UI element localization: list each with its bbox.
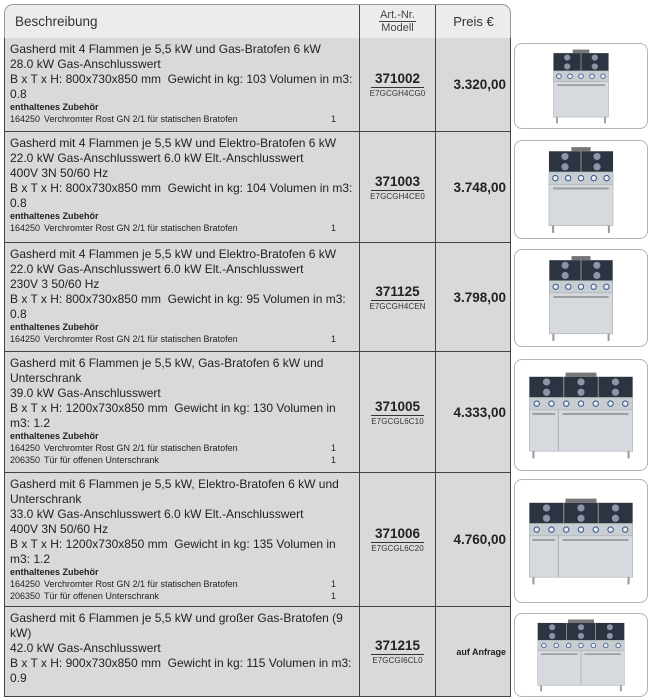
accessory-name: Tür für offenen Unterschrank [44, 455, 159, 465]
header-description: Beschreibung [15, 14, 98, 29]
model-code: E7GCGL6C10 [371, 416, 424, 426]
accessory-code: 164250 [10, 334, 41, 344]
model-code: E7GCGH4CE0 [370, 191, 425, 201]
description-line: Gasherd mit 6 Flammen je 5,5 kW, Elektro-Bratofen 6 kW und [10, 477, 339, 491]
model-code: E7GCGL6C20 [371, 544, 424, 553]
article-number[interactable]: 371003 [371, 174, 424, 191]
product-description [5, 132, 359, 242]
header-model: Modell [381, 22, 414, 34]
accessory-code: 164250 [10, 579, 41, 589]
accessory-name: Verchromter Rost GN 2/1 für statischen Bratofen [44, 334, 238, 344]
description-line: B x T x H: 1200x730x850 mm Gewicht in kg: 135 Volumen in [10, 537, 336, 551]
accessories-title: enthaltenes Zubehör [10, 102, 99, 112]
table-row [4, 473, 511, 607]
description-line: Gasherd mit 4 Flammen je 5,5 kW und Gas-Bratofen 6 kW [10, 42, 321, 56]
product-description [5, 352, 359, 472]
article-cell [359, 473, 435, 606]
description-line: 0.8 [10, 196, 27, 210]
product-price: 3.798,00 [435, 243, 510, 351]
accessory-qty: 1 [331, 591, 337, 601]
gas-range-4-burner-electric-oven-icon [519, 143, 643, 236]
model-code: E7GCGI6CL0 [372, 656, 423, 665]
header-price: Preis € [435, 5, 511, 38]
description-line: Gasherd mit 6 Flammen je 5,5 kW und großer Gas-Bratofen (9 [10, 611, 343, 625]
gas-range-4-burner-electric-oven-icon [519, 252, 643, 344]
product-image[interactable] [514, 43, 648, 129]
accessory-item [10, 442, 359, 454]
accessory-qty: 1 [331, 455, 337, 465]
accessory-item [10, 590, 359, 602]
description-line: 400V 3N 50/60 Hz [10, 522, 109, 536]
description-line: 22.0 kW Gas-Anschlusswert 6.0 kW Elt.-Anschlusswert [10, 262, 304, 276]
accessories-title: enthaltenes Zubehör [10, 322, 99, 332]
accessory-code: 206350 [10, 591, 41, 601]
article-number[interactable]: 371125 [371, 284, 423, 301]
accessory-qty: 1 [331, 579, 337, 589]
product-price: 3.320,00 [435, 38, 510, 131]
article-cell [359, 607, 435, 696]
accessories-title: enthaltenes Zubehör [10, 567, 99, 577]
product-price: 4.333,00 [435, 352, 510, 472]
accessory-qty: 1 [331, 334, 337, 344]
gas-range-6-burner-cabinet-icon [519, 482, 643, 600]
description-line: B x T x H: 1200x730x850 mm Gewicht in kg: 130 Volumen in [10, 401, 336, 415]
product-description [5, 473, 359, 606]
article-number[interactable]: 371005 [371, 399, 424, 416]
accessory-qty: 1 [331, 223, 337, 233]
description-line: B x T x H: 800x730x850 mm Gewicht in kg: 104 Volumen in m3: [10, 181, 353, 195]
article-number[interactable]: 371006 [371, 526, 424, 543]
description-line: Gasherd mit 4 Flammen je 5,5 kW und Elektro-Bratofen 6 kW [10, 247, 337, 261]
header-art-nr: Art.-Nr. [380, 9, 415, 21]
accessory-code: 206350 [10, 455, 41, 465]
table-row [4, 38, 511, 132]
description-line: m3: 1.2 [10, 552, 51, 566]
description-line: B x T x H: 900x730x850 mm Gewicht in kg: 115 Volumen in m3: [10, 656, 352, 670]
product-description [5, 38, 359, 131]
description-line: m3: 1.2 [10, 416, 51, 430]
description-line: Gasherd mit 4 Flammen je 5,5 kW und Elektro-Bratofen 6 kW [10, 136, 337, 150]
description-line: 39.0 kW Gas-Anschlusswert [10, 386, 161, 400]
description-line: Unterschrank [10, 371, 82, 385]
description-line: 0.8 [10, 307, 27, 321]
product-price: 3.748,00 [435, 132, 510, 242]
description-line: 400V 3N 50/60 Hz [10, 166, 109, 180]
accessory-item [10, 454, 359, 466]
table-header [4, 4, 511, 39]
article-number[interactable]: 371002 [371, 71, 424, 88]
accessory-qty: 1 [331, 114, 337, 124]
description-line: 28.0 kW Gas-Anschlusswert [10, 57, 161, 71]
table-row [4, 243, 511, 352]
article-cell [359, 38, 435, 131]
product-image[interactable] [514, 249, 648, 347]
model-code: E7GCGH4CEN [369, 301, 426, 311]
accessory-name: Verchromter Rost GN 2/1 für statischen Bratofen [44, 579, 238, 589]
accessories-title: enthaltenes Zubehör [10, 211, 99, 221]
gas-range-6-burner-large-oven-icon [519, 616, 643, 694]
description-line: 33.0 kW Gas-Anschlusswert 6.0 kW Elt.-Anschlusswert [10, 507, 304, 521]
description-line: 0.8 [10, 87, 27, 101]
product-image[interactable] [514, 613, 648, 697]
accessory-item [10, 222, 359, 234]
table-row [4, 132, 511, 243]
accessories-title: enthaltenes Zubehör [10, 431, 99, 441]
product-price: 4.760,00 [435, 473, 510, 606]
product-image[interactable] [514, 479, 648, 603]
description-line: B x T x H: 800x730x850 mm Gewicht in kg: 95 Volumen in m3: [10, 292, 346, 306]
description-line: Gasherd mit 6 Flammen je 5,5 kW, Gas-Bratofen 6 kW und [10, 356, 324, 370]
product-price: auf Anfrage [435, 607, 510, 696]
model-code: E7GCGH4CG0 [369, 89, 426, 98]
accessory-item [10, 578, 359, 590]
accessory-item [10, 333, 359, 345]
accessory-code: 164250 [10, 223, 41, 233]
description-line: 0.9 [10, 671, 27, 685]
gas-range-4-burner-oven-icon [519, 46, 643, 126]
accessory-name: Verchromter Rost GN 2/1 für statischen Bratofen [44, 443, 238, 453]
product-image[interactable] [514, 140, 648, 239]
header-art-model [359, 5, 435, 38]
accessory-name: Tür für offenen Unterschrank [44, 591, 159, 601]
gas-range-6-burner-cabinet-icon [519, 362, 643, 468]
description-line: kW) [10, 626, 32, 640]
product-description [5, 243, 359, 351]
article-cell [359, 132, 435, 242]
accessory-code: 164250 [10, 114, 41, 124]
article-cell [359, 243, 435, 351]
accessory-name: Verchromter Rost GN 2/1 für statischen Bratofen [44, 223, 238, 233]
accessory-item [10, 113, 359, 125]
description-line: 22.0 kW Gas-Anschlusswert 6.0 kW Elt.-Anschlusswert [10, 151, 304, 165]
accessory-name: Verchromter Rost GN 2/1 für statischen Bratofen [44, 114, 238, 124]
description-line: 230V 3 50/60 Hz [10, 277, 100, 291]
description-line: 42.0 kW Gas-Anschlusswert [10, 641, 161, 655]
accessory-code: 164250 [10, 443, 41, 453]
article-number[interactable]: 371215 [371, 638, 424, 655]
table-row [4, 607, 511, 697]
product-description [5, 607, 359, 696]
product-image[interactable] [514, 359, 648, 471]
table-row [4, 352, 511, 473]
article-cell [359, 352, 435, 472]
description-line: B x T x H: 800x730x850 mm Gewicht in kg: 103 Volumen in m3: [10, 72, 353, 86]
description-line: Unterschrank [10, 492, 82, 506]
accessory-qty: 1 [331, 443, 337, 453]
